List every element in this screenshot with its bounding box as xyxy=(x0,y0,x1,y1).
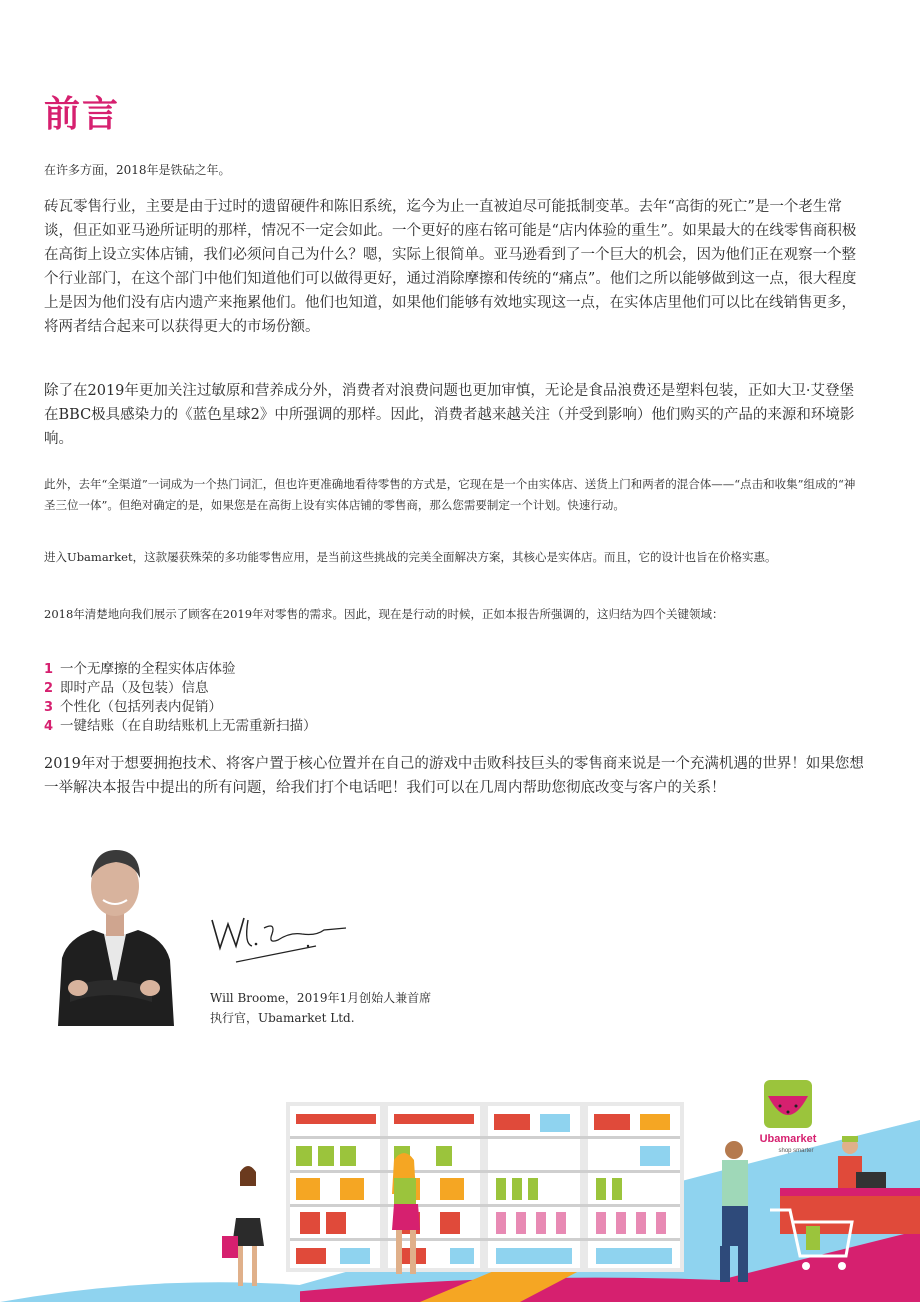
list-text: 一键结账（在自助结账机上无需重新扫描） xyxy=(60,718,317,734)
signoff-line-2: 执行官，Ubamarket Ltd. xyxy=(210,1011,355,1025)
list-text: 即时产品（及包装）信息 xyxy=(60,680,209,696)
signoff-line-1: Will Broome，2019年1月创始人兼首席 xyxy=(210,991,432,1005)
closing-paragraph: 2019年对于想要拥抱技术、将客户置于核心位置并在自己的游戏中击败科技巨头的零售商来说是一个充满机遇的世界！如果您想一举解决本报告中提出的所有问题，给我们打个电话吧！我们可以在几周内帮助您彻底改变与客户的关系！ xyxy=(44,756,864,796)
body-paragraph-retail: 砖瓦零售行业，主要是由于过时的遗留硬件和陈旧系统，迄今为止一直被迫尽可能抵制变革。去年“高街的死亡”是一个老生常谈，但正如亚马逊所证明的那样，情况不一定会如此。一个更好的座右铭可能是“店内体验的重生”。如果最大的在线零售商积极在高街上设立实体店铺，我们必须问自己为什么？嗯，实际上很简单。亚马逊看到了一个巨大的机会，因为他们正在观察一个整个行业部门，在这个部门中他们知道他们可以做得更好，通过消除摩擦和传统的“痛点”。他们之所以能够做到这一点，很大程度上是因为他们没有店内遗产来拖累他们。他们也知道，如果他们能够有效地实现这一点，在实体店里他们可以比在线销售更多，将两者结合起来可以获得更大的市场份额。 xyxy=(44,199,857,335)
list-text: 一个无摩擦的全程实体店体验 xyxy=(60,661,236,677)
intro-paragraph: 在许多方面，2018年是铁砧之年。 xyxy=(44,163,231,177)
list-text: 个性化（包括列表内促销） xyxy=(60,699,222,715)
list-number: 1 xyxy=(44,662,54,677)
store-illustration xyxy=(0,1060,920,1302)
shelf-units xyxy=(286,1102,684,1272)
body-paragraph-ubamarket: 进入Ubamarket，这款屡获殊荣的多功能零售应用，是当前这些挑战的完美全面解决方案，其核心是实体店。而且，它的设计也旨在价格实惠。 xyxy=(44,550,777,564)
ubamarket-logo xyxy=(760,1080,817,1154)
list-item xyxy=(44,698,317,717)
signoff xyxy=(210,988,431,1028)
key-areas-list xyxy=(44,660,317,736)
list-number: 2 xyxy=(44,681,54,696)
list-number: 4 xyxy=(44,719,54,734)
logo-tagline-text: shop smarter xyxy=(778,1148,814,1154)
logo-brand-text: Ubamarket xyxy=(759,1133,817,1145)
list-item xyxy=(44,660,317,679)
signature xyxy=(206,900,356,970)
body-paragraph-consumers: 除了在2019年更加关注过敏原和营养成分外，消费者对浪费问题也更加审慎，无论是食品浪费还是塑料包装，正如大卫·艾登堡在BBC极具感染力的《蓝色星球2》中所强调的那样。因此，消费者越来越关注（并受到影响）他们购买的产品的来源和环境影响。 xyxy=(44,383,855,447)
founder-portrait xyxy=(48,838,182,1026)
list-item xyxy=(44,679,317,698)
body-paragraph-omnichannel: 此外，去年“全渠道”一词成为一个热门词汇，但也许更准确地看待零售的方式是，它现在是一个由实体店、送货上门和两者的混合体——“点击和收集”组成的“神圣三位一体”。但绝对确定的是，如果您是在高街上设有实体店铺的零售商，那么您需要制定一个计划。快速行动。 xyxy=(44,477,856,512)
shopper-woman-left xyxy=(222,1166,264,1286)
page-title: 前言 xyxy=(44,94,121,135)
body-paragraph-key-areas-intro: 2018年清楚地向我们展示了顾客在2019年对零售的需求。因此，现在是行动的时候，正如本报告所强调的，这归结为四个关键领域： xyxy=(44,607,724,621)
list-item xyxy=(44,717,317,736)
list-number: 3 xyxy=(44,700,54,715)
